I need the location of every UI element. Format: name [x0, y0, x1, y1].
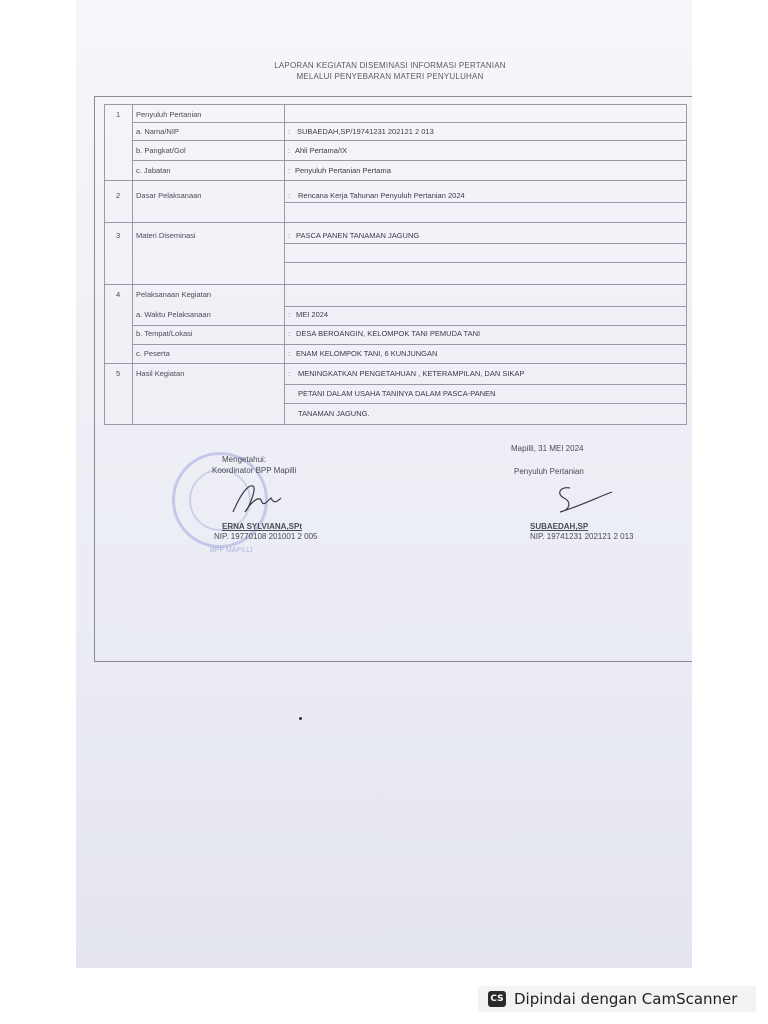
field-value: ENAM KELOMPOK TANI, 6 KUNJUNGAN — [296, 349, 438, 358]
left-signature-mark — [225, 478, 295, 520]
row-divider — [284, 262, 686, 263]
row-divider — [284, 384, 686, 385]
left-signer-nip: NIP. 19770108 201001 2 005 — [214, 532, 318, 541]
row-divider — [104, 284, 687, 285]
separator-colon: : — [288, 369, 291, 378]
field-value: Penyuluh Pertanian Pertama — [295, 166, 391, 175]
document-subtitle: MELALUI PENYEBARAN MATERI PENYULUHAN — [296, 72, 484, 81]
row-number: 5 — [116, 369, 121, 378]
row-number: 1 — [116, 110, 121, 119]
field-value: PASCA PANEN TANAMAN JAGUNG — [296, 231, 420, 240]
field-value: TANAMAN JAGUNG. — [298, 409, 370, 418]
document-title: LAPORAN KEGIATAN DISEMINASI INFORMASI PERTANIAN — [274, 61, 506, 70]
field-label: Penyuluh Pertanian — [136, 110, 202, 119]
row-divider — [104, 363, 687, 364]
row-divider — [284, 243, 686, 244]
table-left-border — [104, 104, 105, 424]
row-number: 2 — [116, 191, 121, 200]
field-label: b. Tempat/Lokasi — [136, 329, 193, 338]
field-label: c. Jabatan — [136, 166, 171, 175]
speck-mark — [299, 717, 302, 720]
row-number: 3 — [116, 231, 121, 240]
field-value: MEI 2024 — [296, 310, 329, 319]
field-value: Ahli Pertama/IX — [295, 146, 348, 155]
field-label: Hasil Kegiatan — [136, 369, 185, 378]
field-label: a. Nama/NIP — [136, 127, 179, 136]
row-divider — [284, 403, 686, 404]
right-signer-name: SUBAEDAH,SP — [530, 522, 589, 531]
separator-colon: : — [288, 146, 291, 155]
acknowledged-heading: Mengetahui: — [222, 455, 267, 464]
field-value: MENINGKATKAN PENGETAHUAN , KETERAMPILAN, DAN SIKAP — [298, 369, 525, 378]
row-divider — [104, 180, 687, 181]
row-divider — [132, 122, 686, 123]
separator-colon: : — [288, 191, 291, 200]
left-signer-role: Koordinator BPP Mapilli — [212, 466, 297, 475]
field-label: Materi Diseminasi — [136, 231, 196, 240]
row-divider — [132, 325, 686, 326]
row-divider — [104, 222, 687, 223]
separator-colon: : — [288, 166, 291, 175]
row-divider — [284, 202, 686, 203]
camscanner-badge — [478, 986, 756, 1012]
table-bottom-border — [104, 424, 687, 425]
row-number: 4 — [116, 290, 121, 299]
column-divider — [132, 104, 133, 424]
column-divider — [284, 104, 285, 424]
field-label: b. Pangkat/Gol — [136, 146, 186, 155]
field-label: c. Peserta — [136, 349, 170, 358]
field-value: Rencana Kerja Tahunan Penyuluh Pertanian 2024 — [298, 191, 465, 200]
separator-colon: : — [288, 310, 291, 319]
separator-colon: : — [288, 127, 291, 136]
separator-colon: : — [288, 349, 291, 358]
field-value: PETANI DALAM USAHA TANINYA DALAM PASCA-PANEN — [298, 389, 496, 398]
field-label: Pelaksanaan Kegiatan — [136, 290, 212, 299]
table-right-border — [686, 104, 687, 424]
row-divider — [132, 140, 686, 141]
camscanner-logo-icon: CS — [488, 991, 506, 1007]
table-top-border — [104, 104, 687, 105]
right-signer-nip: NIP. 19741231 202121 2 013 — [530, 532, 634, 541]
field-label: a. Waktu Pelaksanaan — [136, 310, 211, 319]
camscanner-label: Dipindai dengan CamScanner — [514, 990, 738, 1008]
field-label: Dasar Pelaksanaan — [136, 191, 202, 200]
right-signer-role: Penyuluh Pertanian — [514, 467, 584, 476]
field-value: DESA BEROANGIN, KELOMPOK TANI PEMUDA TANI — [296, 329, 481, 338]
separator-colon: : — [288, 231, 291, 240]
right-signature-mark — [540, 480, 620, 520]
row-divider — [132, 344, 686, 345]
field-value: SUBAEDAH,SP/19741231 202121 2 013 — [297, 127, 434, 136]
stamp-text: BPP MAPILLI — [210, 547, 253, 554]
row-divider — [132, 160, 686, 161]
separator-colon: : — [288, 329, 291, 338]
row-divider — [284, 306, 686, 307]
left-signer-name: ERNA SYLVIANA,SPt — [222, 522, 303, 531]
place-date: Mapilli, 31 MEI 2024 — [511, 444, 584, 453]
